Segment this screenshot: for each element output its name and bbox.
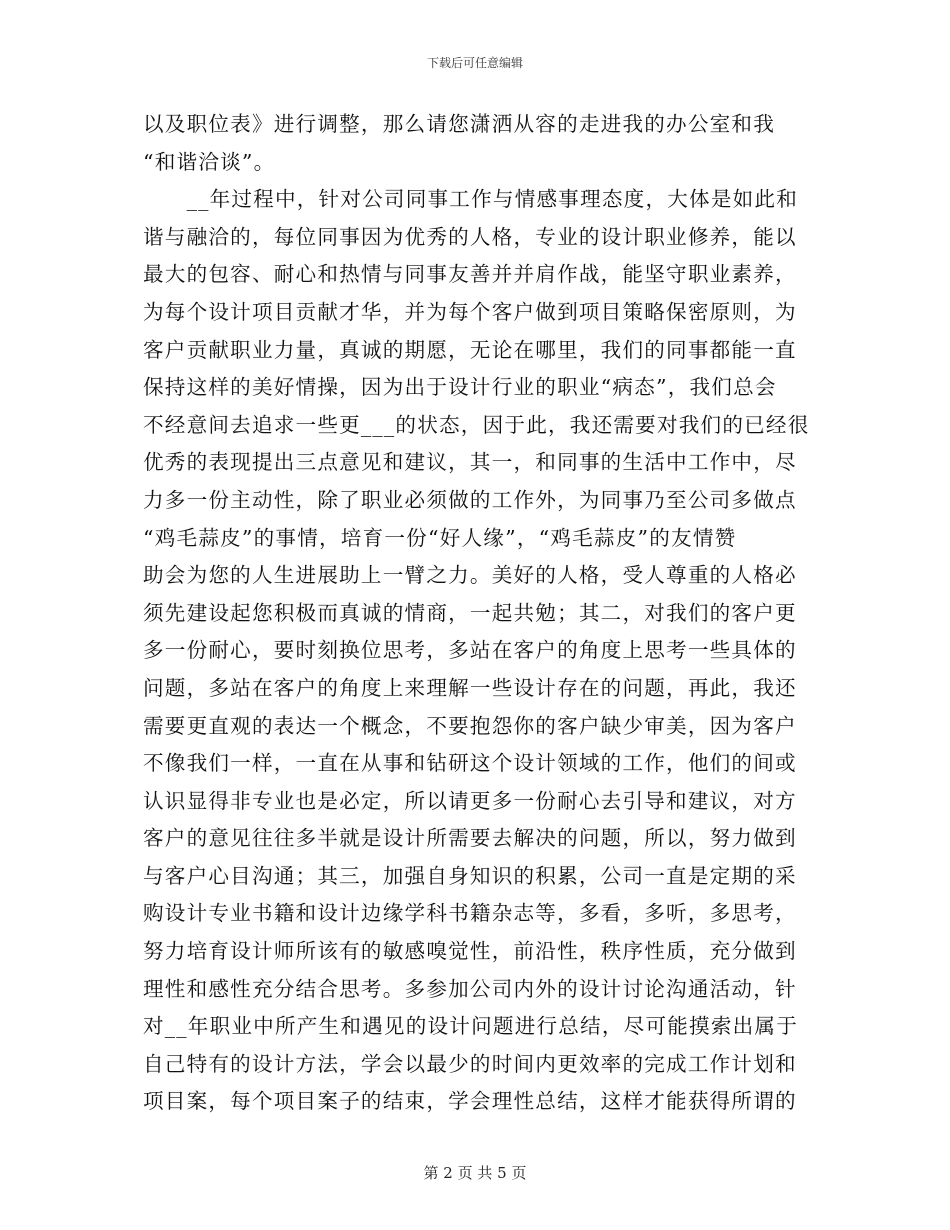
text-line: 需要更直观的表达一个概念，不要抱怨你的客户缺少审美，因为客户 <box>143 713 797 738</box>
text-line: 谐与融洽的，每位同事因为优秀的人格，专业的设计职业修养，能以 <box>143 224 797 249</box>
text-line: 不像我们一样，一直在从事和钻研这个设计领域的工作，他们的间或 <box>143 751 797 776</box>
text-line: 认识显得非专业也是必定，所以请更多一份耐心去引导和建议，对方 <box>143 788 797 813</box>
text-line: __年过程中，针对公司同事工作与情感事理态度，大体是如此和 <box>143 187 799 212</box>
text-line: 最大的包容、耐心和热情与同事友善并并肩作战，能坚守职业素养， <box>143 262 797 287</box>
text-line: 客户贡献职业力量，真诚的期愿，无论在哪里，我们的同事都能一直 <box>143 337 797 362</box>
text-line: 多一份耐心，要时刻换位思考，多站在客户的角度上思考一些具体的 <box>143 638 797 663</box>
text-line: 项目案，每个项目案子的结束，学会理性总结，这样才能获得所谓的 <box>143 1089 797 1114</box>
text-line: 为每个设计项目贡献才华，并为每个客户做到项目策略保密原则，为 <box>143 299 797 324</box>
text-line: 理性和感性充分结合思考。多参加公司内外的设计讨论沟通活动，针 <box>143 976 797 1001</box>
text-line: 力多一份主动性，除了职业必须做的工作外，为同事乃至公司多做点 <box>143 487 797 512</box>
text-line: 购设计专业书籍和设计边缘学科书籍杂志等，多看，多听，多思考， <box>143 901 797 926</box>
text-line: “鸡毛蒜皮”的事情，培育一份“好人缘”，“鸡毛蒜皮”的友情赞 <box>143 525 737 550</box>
text-line: 助会为您的人生进展助上一臂之力。美好的人格，受人尊重的人格必 <box>143 563 797 588</box>
text-line: “和谐洽谈”。 <box>143 149 276 174</box>
page-header: 下载后可任意编辑 <box>426 56 523 70</box>
document-body <box>143 106 811 1121</box>
text-line: 对__年职业中所产生和遇见的设计问题进行总结，尽可能摸索出属于 <box>143 1014 799 1039</box>
page-number: 第 2 页 共 5 页 <box>423 1164 527 1182</box>
text-line: 自己特有的设计方法，学会以最少的时间内更效率的完成工作计划和 <box>143 1051 797 1076</box>
text-line: 客户的意见往往多半就是设计所需要去解决的问题，所以，努力做到 <box>143 826 797 851</box>
text-line: 努力培育设计师所该有的敏感嗅觉性，前沿性，秩序性质，充分做到 <box>143 939 797 964</box>
text-line: 与客户心目沟通；其三，加强自身知识的积累，公司一直是定期的采 <box>143 863 797 888</box>
text-line: 保持这样的美好情操，因为出于设计行业的职业“病态”，我们总会 <box>143 375 777 400</box>
text-line: 以及职位表》进行调整，那么请您潇洒从容的走进我的办公室和我 <box>143 112 776 136</box>
text-line: 优秀的表现提出三点意见和建议，其一，和同事的生活中工作中，尽 <box>143 450 797 475</box>
text-line: 须先建设起您积极而真诚的情商，一起共勉；其二，对我们的客户更 <box>143 600 797 625</box>
text-line: 不经意间去追求一些更___的状态，因于此，我还需要对我们的已经很 <box>143 412 810 437</box>
text-line: 问题，多站在客户的角度上来理解一些设计存在的问题，再此，我还 <box>143 675 797 700</box>
